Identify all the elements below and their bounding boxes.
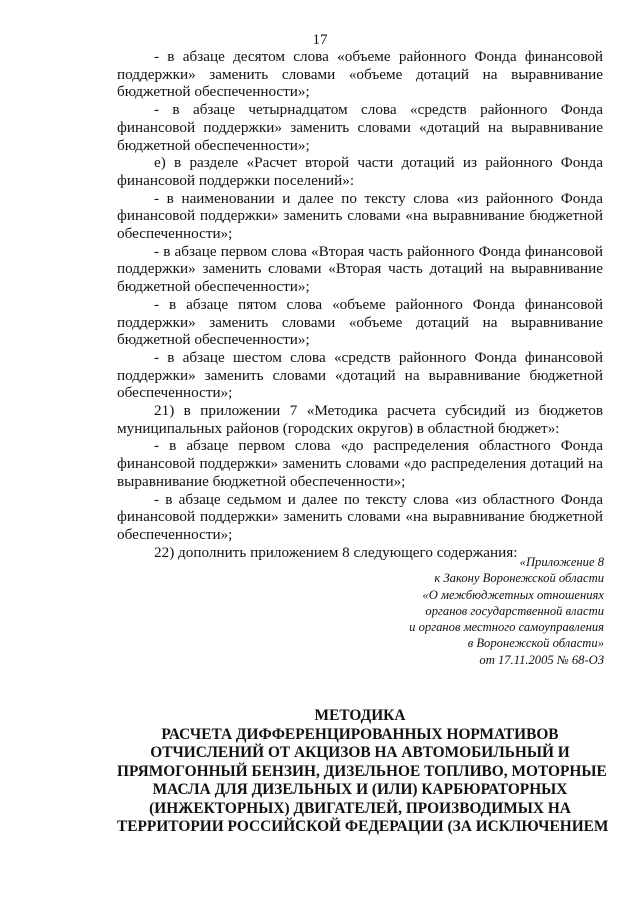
paragraph: - в абзаце четырнадцатом слова «средств районного Фонда финансовой поддержки» заменить словами «дотаций на выравнивание бюджетной обеспеченности»; bbox=[117, 101, 603, 154]
title-line: МЕТОДИКА bbox=[314, 707, 406, 724]
title-line: МАСЛА ДЛЯ ДИЗЕЛЬНЫХ И (ИЛИ) КАРБЮРАТОРНЫХ bbox=[152, 781, 568, 798]
paragraph: е) в разделе «Расчет второй части дотаций из районного Фонда финансовой поддержки поселений»: bbox=[117, 154, 603, 189]
paragraph: - в абзаце седьмом и далее по тексту слова «из областного Фонда финансовой поддержки» заменить словами «на выравнивание бюджетной обеспеченности»; bbox=[117, 490, 603, 543]
paragraph: - в абзаце пятом слова «объеме районного Фонда финансовой поддержки» заменить словами «объеме дотаций на выравнивание бюджетной обеспеченности»; bbox=[117, 295, 603, 349]
title-line: (ИНЖЕКТОРНЫХ) ДВИГАТЕЛЕЙ, ПРОИЗВОДИМЫХ НА bbox=[149, 799, 571, 817]
methodology-title bbox=[117, 707, 609, 837]
title-line: ТЕРРИТОРИИ РОССИЙСКОЙ ФЕДЕРАЦИИ (ЗА ИСКЛЮЧЕНИЕМ bbox=[117, 818, 609, 835]
page-number: 17 bbox=[312, 32, 328, 48]
appendix-caption-line: в Воронежской области» bbox=[467, 636, 604, 651]
paragraph: - в абзаце десятом слова «объеме районного Фонда финансовой поддержки» заменить словами «объеме дотаций на выравнивание бюджетной обеспеченности»; bbox=[117, 48, 603, 101]
appendix-caption-line: от 17.11.2005 № 68-ОЗ bbox=[479, 652, 604, 667]
appendix-caption-line: к Закону Воронежской области bbox=[434, 571, 604, 586]
paragraph: 21) в приложении 7 «Методика расчета субсидий из бюджетов муниципальных районов (городских округов) в областной бюджет»: bbox=[117, 402, 603, 437]
appendix-caption-line: «О межбюджетных отношениях bbox=[422, 587, 604, 602]
appendix-caption-line: и органов местного самоуправления bbox=[409, 620, 604, 635]
paragraph: - в наименовании и далее по тексту слова «из районного Фонда финансовой поддержки» заменить словами «на выравнивание бюджетной обеспеченности»; bbox=[117, 189, 603, 243]
appendix-caption-line: «Приложение 8 bbox=[519, 555, 604, 569]
paragraph: 22) дополнить приложением 8 следующего содержания: bbox=[154, 543, 518, 561]
appendix-caption-line: органов государственной власти bbox=[425, 603, 604, 618]
title-line: ОТЧИСЛЕНИЙ ОТ АКЦИЗОВ НА АВТОМОБИЛЬНЫЙ И bbox=[150, 744, 570, 761]
paragraph: - в абзаце первом слова «до распределения областного Фонда финансовой поддержки» заменить словами «до распределения дотаций на выравнивание бюджетной обеспеченности»; bbox=[117, 437, 603, 490]
paragraph: - в абзаце шестом слова «средств районного Фонда финансовой поддержки» заменить словами «дотаций на выравнивание бюджетной обеспеченности»; bbox=[117, 348, 603, 402]
document-body bbox=[117, 48, 603, 561]
appendix-caption bbox=[340, 554, 604, 668]
title-line: РАСЧЕТА ДИФФЕРЕНЦИРОВАННЫХ НОРМАТИВОВ bbox=[161, 725, 559, 743]
paragraph: - в абзаце первом слова «Вторая часть районного Фонда финансовой поддержки» заменить словами «Вторая часть дотаций на выравнивание бюджетной обеспеченности»; bbox=[117, 242, 603, 296]
title-line: ПРЯМОГОННЫЙ БЕНЗИН, ДИЗЕЛЬНОЕ ТОПЛИВО, МОТОРНЫЕ bbox=[117, 762, 607, 780]
